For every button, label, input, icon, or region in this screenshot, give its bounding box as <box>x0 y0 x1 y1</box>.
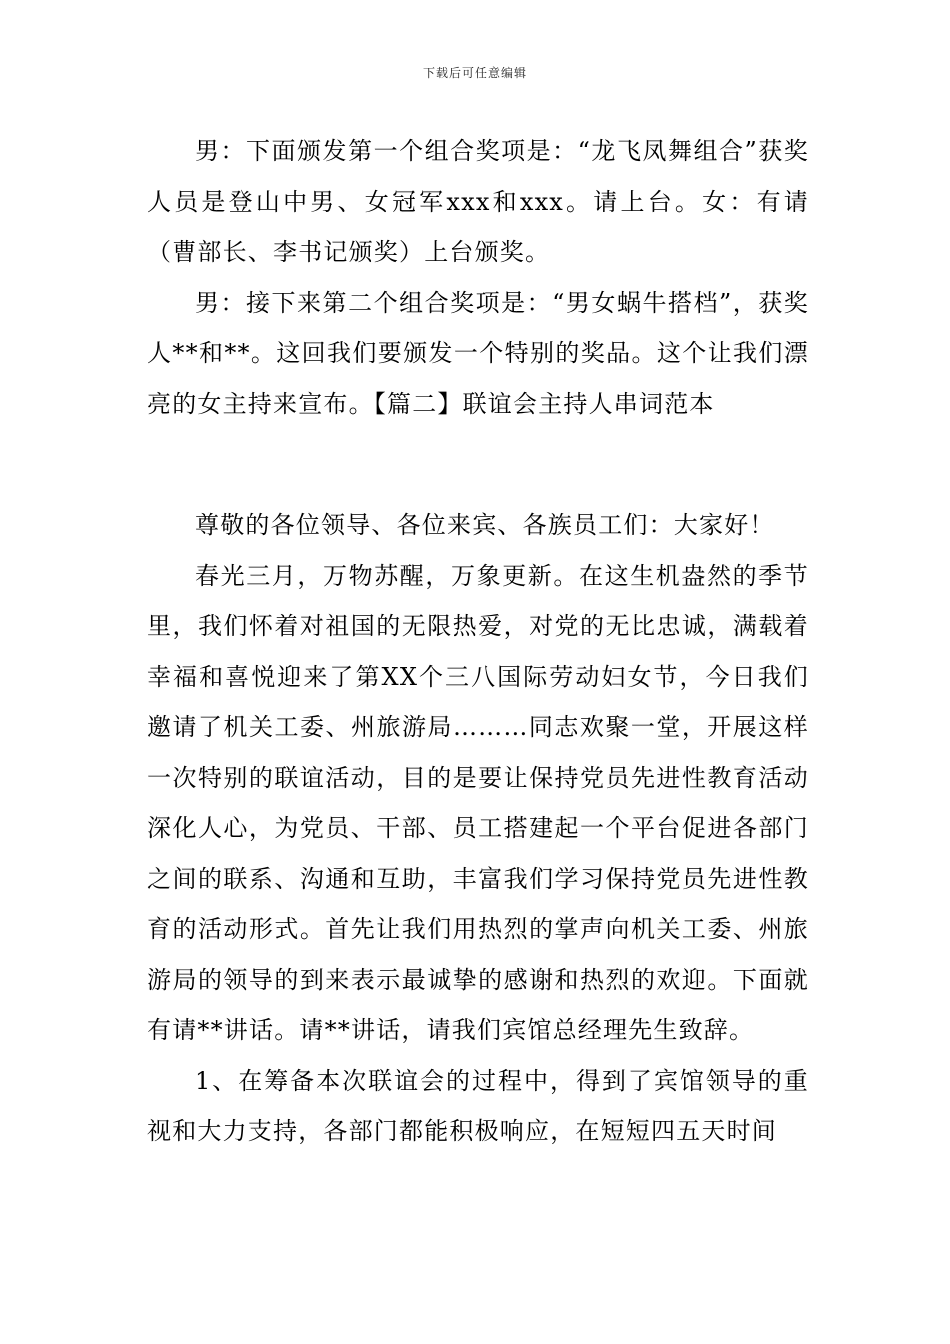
paragraph-opening-speech: 春光三月，万物苏醒，万象更新。在这生机盎然的季节里，我们怀着对祖国的无限热爱，对党的无比忠诚，满载着幸福和喜悦迎来了第XX个三八国际劳动妇女节，今日我们邀请了机关工委、州旅游局………同志欢聚一堂，开展这样一次特别的联谊活动，目的是要让保持党员先进性教育活动深化人心，为党员、干部、员工搭建起一个平台促进各部门之间的联系、沟通和互助，丰富我们学习保持党员先进性教育的活动形式。首先让我们用热烈的掌声向机关工委、州旅游局的领导的到来表示最诚挚的感谢和热烈的欢迎。下面就有请**讲话。请**讲话，请我们宾馆总经理先生致辞。 <box>147 561 809 1044</box>
header-note: 下载后可任意编辑 <box>422 66 527 80</box>
paragraph-award-2: 男：接下来第二个组合奖项是：“男女蜗牛搭档”，获奖人**和**。这回我们要颁发一个特别的奖品。这个让我们漂亮的女主持来宣布。【篇二】联谊会主持人串词范本 <box>147 288 809 418</box>
paragraph-award-1: 男：下面颁发第一个组合奖项是：“龙飞凤舞组合”获奖人员是登山中男、女冠军xxx和xxx。请上台。女：有请（曹部长、李书记颁奖）上台颁奖。 <box>147 137 809 266</box>
paragraph-greeting: 尊敬的各位领导、各位来宾、各族员工们：大家好！ <box>195 511 775 539</box>
document-body <box>147 126 809 1157</box>
paragraph-item-1: 1、在筹备本次联谊会的过程中，得到了宾馆领导的重视和大力支持，各部门都能积极响应，在短短四五天时间 <box>147 1066 809 1145</box>
paragraph-gap <box>147 429 809 500</box>
